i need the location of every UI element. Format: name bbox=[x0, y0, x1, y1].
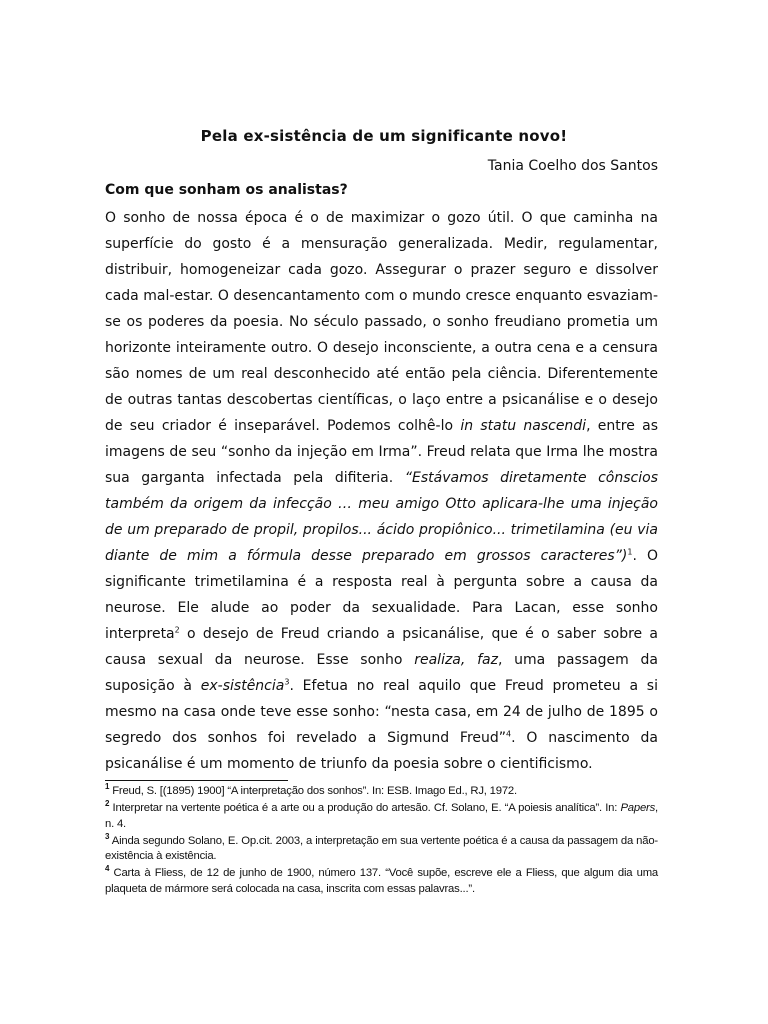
text-segment: . O nascimento da psicanálise é um momento de triunfo da poesia sobre o cientificismo. bbox=[105, 730, 658, 772]
body-text bbox=[105, 205, 658, 777]
text-segment: , entre as imagens de seu “sonho da injeção em Irma”. Freud relata que Irma lhe mostra sua garganta infectada pela difiteria. bbox=[105, 418, 658, 486]
italic-text: in statu nascendi bbox=[460, 418, 587, 434]
footnote-text: , n. 4. bbox=[105, 802, 658, 830]
author-name: Tania Coelho dos Santos bbox=[487, 158, 658, 174]
footnote-2 bbox=[105, 801, 658, 832]
footnote-ref-4[interactable]: 4 bbox=[506, 729, 512, 739]
footnotes bbox=[105, 784, 658, 899]
footnote-divider bbox=[105, 780, 288, 781]
text-segment: o desejo de Freud criando a psicanálise, que é o saber sobre a causa sexual da neurose. Esse sonho bbox=[105, 626, 658, 668]
footnote-number: 2 bbox=[105, 799, 110, 809]
footnote-4 bbox=[105, 866, 658, 897]
text-segment: . O significante trimetilamina é a resposta real à pergunta sobre a causa da neurose. Ele alude ao poder da sexualidade. Para Lacan, esse sonho interpreta bbox=[105, 548, 658, 642]
footnote-text: Freud, S. [(1895) 1900] “A interpretação dos sonhos”. In: ESB. Imago Ed., RJ, 1972. bbox=[109, 785, 517, 797]
footnote-number: 3 bbox=[105, 832, 110, 842]
italic-text: ex-sistência bbox=[200, 678, 285, 694]
footnote-text: Interpretar na vertente poética é a arte ou a produção do artesão. Cf. Solano, E. “A poiesis analítica”. In: bbox=[109, 802, 621, 815]
italic-text: realiza, faz bbox=[414, 652, 498, 668]
text-segment: , uma passagem da suposição à bbox=[105, 652, 658, 694]
footnote-text: Carta à Fliess, de 12 de junho de 1900, número 137. “Você supõe, escreve ele a Fliess, que algum dia uma plaqueta de mármore será colocada na casa, inscrita com essas palavras...”. bbox=[105, 867, 658, 895]
footnote-1 bbox=[105, 784, 658, 799]
footnote-ref-2[interactable]: 2 bbox=[174, 625, 180, 635]
section-heading: Com que sonham os analistas? bbox=[105, 182, 348, 198]
paragraph bbox=[105, 205, 658, 777]
footnote-number: 1 bbox=[105, 782, 110, 792]
footnote-ref-1[interactable]: 1 bbox=[627, 547, 633, 557]
text-segment: O sonho de nossa época é o de maximizar o gozo útil. O que caminha na superfície do gosto é a mensuração generalizada. Medir, regulamentar, distribuir, homogeneizar cada gozo. Assegurar o prazer seguro e dissolver cada mal-estar. O desencantamento com o mundo cresce enquanto esvaziam-se os poderes da poesia. No século passado, o sonho freudiano prometia um horizonte inteiramente outro. O desejo inconsciente, a outra cena e a censura são nomes de um real desconhecido até então pela ciência. Diferentemente de outras tantas descobertas científicas, o laço entre a psicanálise e o desejo de seu criador é inseparável. Podemos colhê-lo bbox=[105, 210, 658, 434]
page-title: Pela ex-sistência de um significante novo! bbox=[200, 127, 568, 145]
footnote-3 bbox=[105, 834, 658, 865]
freud-quote: “Estávamos diretamente cônscios também da origem da infecção … meu amigo Otto aplicara-lhe uma injeção de um preparado de propil, propilos... ácido propiônico... trimetilamina (eu via diante de mim a fórmula desse preparado em grossos caracteres”) bbox=[105, 470, 658, 564]
footnote-text: Ainda segundo Solano, E. Op.cit. 2003, a interpretação em sua vertente poética é a causa da passagem da não-existência à existência. bbox=[105, 834, 658, 863]
text-segment: . Efetua no real aquilo que Freud prometeu a si mesmo na casa onde teve esse sonho: “nesta casa, em 24 de julho de 1895 o segredo dos sonhos foi revelado a Sigmund Freud” bbox=[105, 678, 658, 746]
footnote-italic: Papers bbox=[620, 802, 656, 815]
footnote-ref-3[interactable]: 3 bbox=[284, 677, 290, 687]
footnote-number: 4 bbox=[105, 864, 110, 874]
